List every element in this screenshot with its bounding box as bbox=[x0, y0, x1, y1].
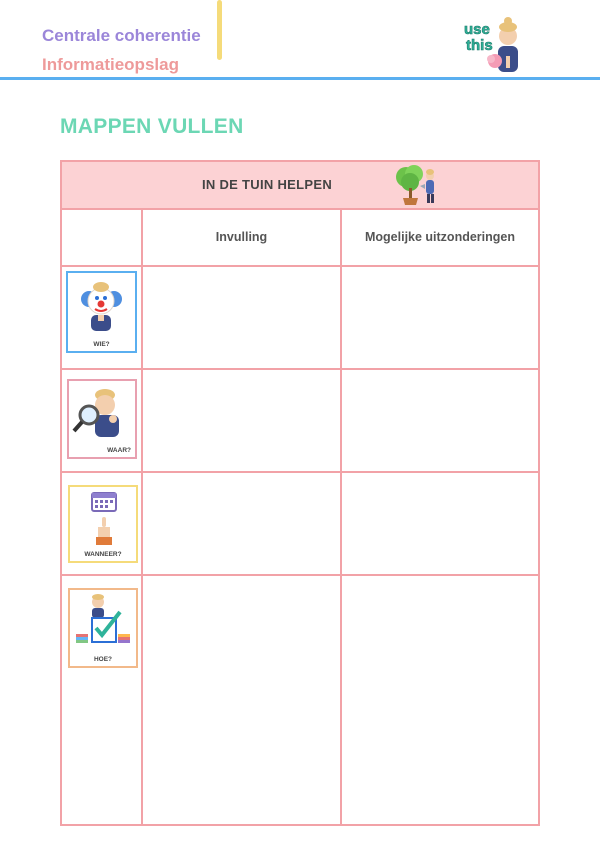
header-rule bbox=[0, 77, 600, 80]
row-label-waar: WAAR? bbox=[107, 447, 131, 454]
row-label-hoe: HOE? bbox=[93, 656, 113, 663]
table-title: IN DE TUIN HELPEN bbox=[201, 177, 333, 192]
column-header-invulling: Invulling bbox=[215, 230, 268, 244]
header-divider bbox=[217, 0, 222, 60]
cell-wie-invulling[interactable] bbox=[143, 267, 340, 368]
cell-hoe-invulling[interactable] bbox=[143, 576, 340, 824]
cell-wie-uitzonderingen[interactable] bbox=[342, 267, 538, 368]
header-topic: Informatieopslag bbox=[42, 55, 179, 74]
row-card-hoe bbox=[68, 588, 138, 668]
magnifier-avatar-icon bbox=[69, 381, 135, 445]
header-subject: Centrale coherentie bbox=[42, 26, 201, 45]
cell-wanneer-uitzonderingen[interactable] bbox=[342, 473, 538, 574]
row-label-wanneer: WANNEER? bbox=[84, 551, 122, 558]
cell-hoe-uitzonderingen[interactable] bbox=[342, 576, 538, 824]
use-this-logo-icon bbox=[462, 14, 528, 76]
garden-tree-icon bbox=[392, 162, 442, 208]
calendar-hand-icon bbox=[70, 487, 136, 549]
row-label-wie: WIE? bbox=[93, 341, 110, 348]
page-title: MAPPEN VULLEN bbox=[60, 115, 244, 138]
table-title-row bbox=[62, 162, 538, 210]
page-header bbox=[0, 0, 600, 82]
cell-wanneer-invulling[interactable] bbox=[143, 473, 340, 574]
checklist-avatar-icon bbox=[70, 590, 136, 654]
worksheet-table bbox=[60, 160, 540, 826]
row-card-waar bbox=[67, 379, 137, 459]
svg-text:use: use bbox=[464, 21, 490, 38]
cell-waar-invulling[interactable] bbox=[143, 370, 340, 471]
column-header-uitzonderingen: Mogelijke uitzonderingen bbox=[364, 230, 515, 244]
row-card-wie bbox=[66, 271, 137, 353]
row-card-wanneer bbox=[68, 485, 138, 563]
svg-text:this: this bbox=[466, 37, 493, 54]
cell-waar-uitzonderingen[interactable] bbox=[342, 370, 538, 471]
clown-avatar-icon bbox=[68, 273, 135, 339]
